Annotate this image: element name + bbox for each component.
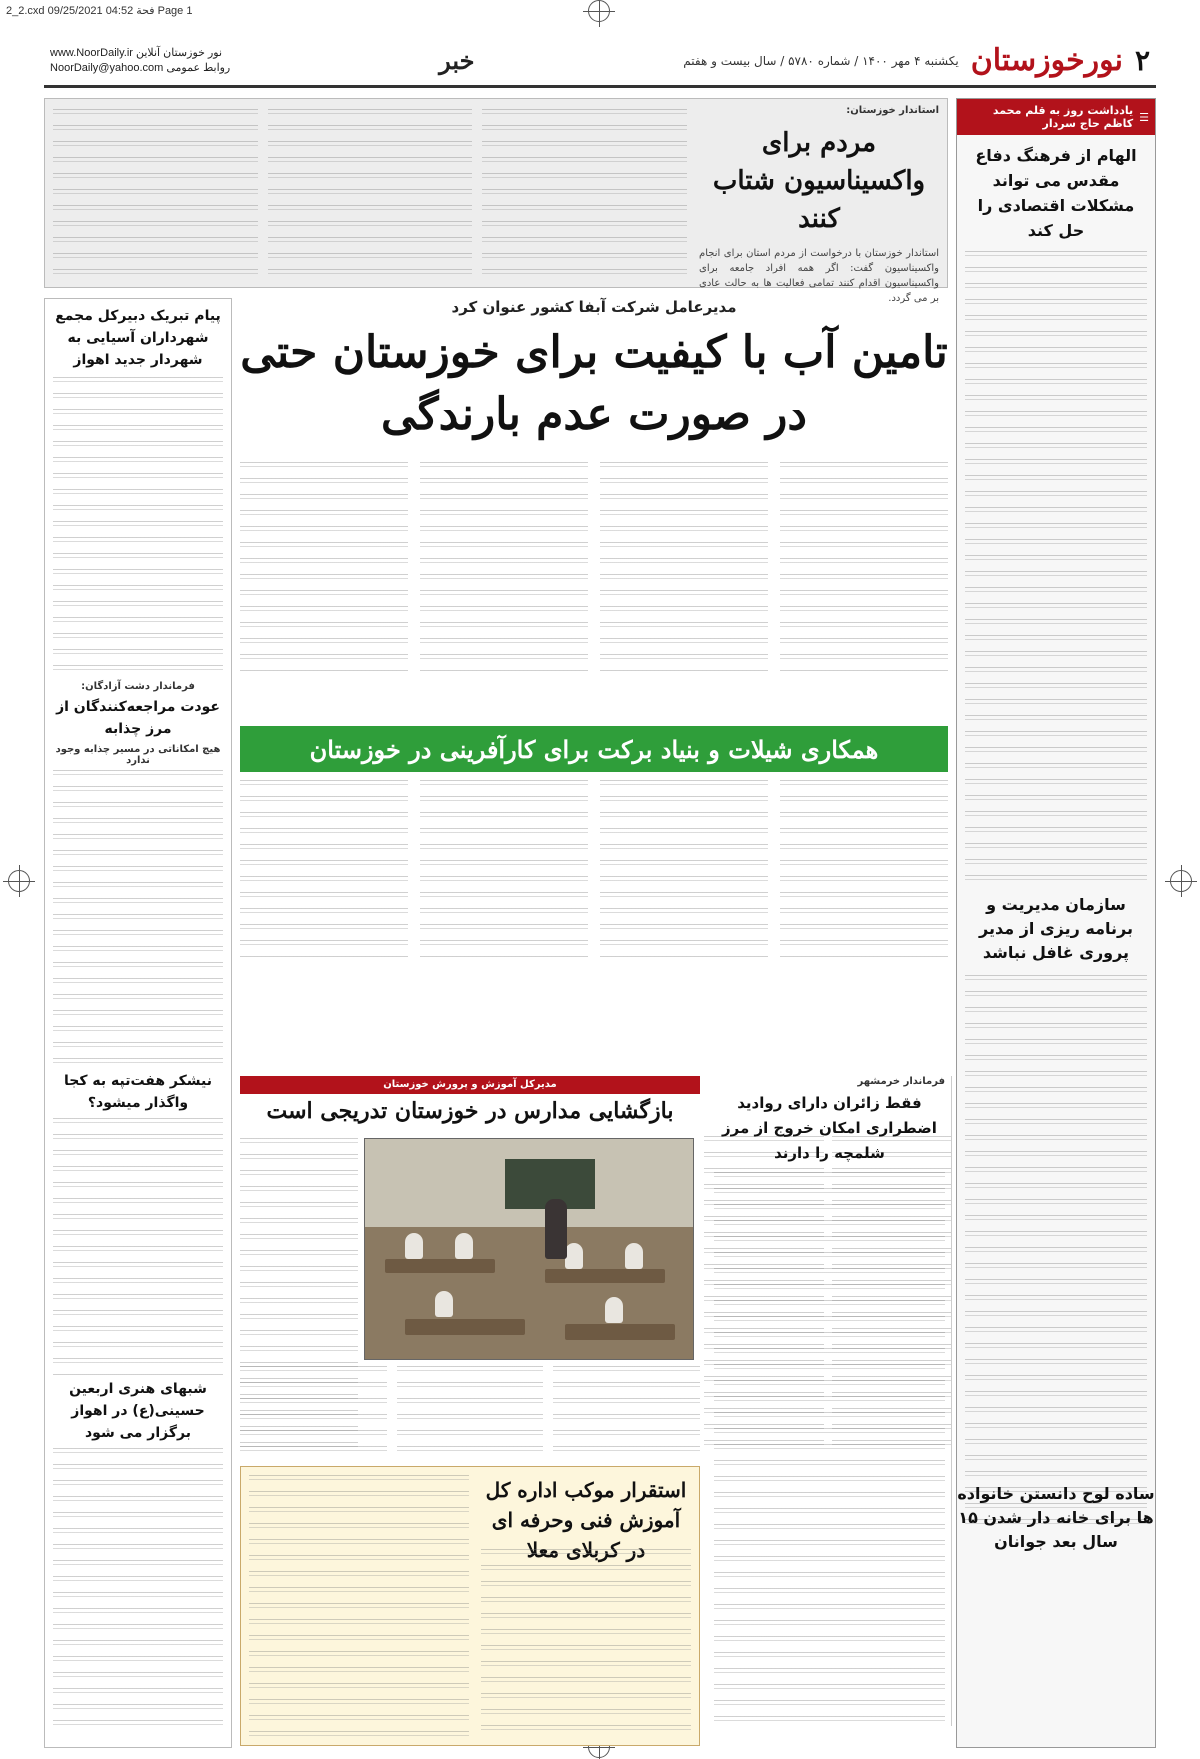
site-url[interactable]: www.NoorDaily.ir: [50, 46, 133, 59]
masthead-contact: [50, 46, 230, 76]
vaccination-columns: [53, 109, 687, 277]
list-icon: ☰: [1139, 110, 1149, 124]
student-figure: [565, 1243, 583, 1269]
classroom-desk: [405, 1319, 525, 1335]
fisheries-column-text: [240, 780, 408, 960]
vaccination-column-text: [482, 109, 687, 277]
shalamcheh-body: [714, 1172, 945, 1732]
vaccination-byline: استاندار خوزستان:: [846, 105, 939, 116]
mawkeb-story-box: [240, 1466, 700, 1746]
daily-note-label: یادداشت روز به قلم محمد کاظم حاج سردار: [992, 104, 1134, 130]
fisheries-column-text: [600, 780, 768, 960]
mawkeb-title: استقرار موکب اداره کل آموزش فنی وحرفه ای در کربلای معلا: [485, 1478, 687, 1562]
water-headline-line-2: در صورت عدم بارندگی: [380, 389, 807, 440]
chazabeh-subtitle: هیچ امکاناتی در مسیر چذابه وجود ندارد: [55, 744, 221, 766]
shalamcheh-story: [708, 1076, 952, 1726]
fisheries-column-text: [420, 780, 588, 960]
crop-mark-top: [588, 0, 610, 22]
student-figure: [405, 1233, 423, 1259]
mawkeb-body-2: [249, 1475, 469, 1739]
schools-column-text: [397, 1366, 544, 1456]
issue-info: یکشنبه ۴ مهر ۱۴۰۰ / شماره ۵۷۸۰ / سال بیست و هفتم: [683, 53, 959, 68]
vaccination-column-text: [268, 109, 473, 277]
water-column-text: [420, 462, 588, 672]
classroom-desk: [545, 1269, 665, 1283]
newspaper-page: [44, 36, 1156, 1752]
water-column-text: [240, 462, 408, 672]
editorial-subhead: سازمان مدیریت و برنامه ریزی از مدیر پروری غافل نباشد: [979, 895, 1133, 962]
daily-note-bar: [957, 99, 1155, 135]
water-headline-line-1: تامین آب با کیفیت برای خوزستان حتی: [240, 327, 948, 378]
vaccination-title: مردم برای واکسیناسیون شتاب کنند: [712, 128, 926, 234]
schools-column-text: [553, 1366, 700, 1456]
water-column-text: [600, 462, 768, 672]
student-figure: [625, 1243, 643, 1269]
vaccination-story-box: [44, 98, 948, 304]
water-kicker: مدیرعامل شرکت آبفا کشور عنوان کرد: [451, 298, 737, 316]
dasht-azadegan-byline: فرماندار دشت آزادگان:: [81, 681, 195, 692]
shalamcheh-byline: فرماندار خرمشهر: [857, 1076, 945, 1087]
editorial-title: الهام از فرهنگ دفاع مقدس می تواند مشکلات اقتصادی را حل کند: [975, 146, 1137, 240]
teacher-figure: [545, 1199, 567, 1259]
schools-column-text: [240, 1366, 387, 1456]
crop-mark-right: [1170, 870, 1192, 892]
vaccination-header: [699, 105, 939, 306]
page-number: ۲: [1134, 44, 1150, 77]
masthead-brand: [683, 43, 1150, 78]
print-slug: 2_2.cxd 09/25/2021 04:52 فحة Page 1: [6, 5, 193, 17]
student-figure: [605, 1297, 623, 1323]
site-label: نور خوزستان آنلاین: [136, 46, 223, 59]
haft-tappeh-title: نیشکر هفت‌تپه به کجا واگذار میشود؟: [64, 1073, 212, 1111]
paper-logo: نورخوزستان: [970, 43, 1123, 78]
mayors-congrats-title: پیام تبریک دبیرکل مجمع شهرداران آسیایی به شهردار جدید اهواز: [55, 308, 221, 368]
section-title: خبر: [439, 46, 475, 75]
email-address[interactable]: NoorDaily@yahoo.com: [50, 61, 164, 74]
schools-title: بازگشایی مدارس در خوزستان تدریجی است: [266, 1098, 674, 1124]
editorial-body: [957, 247, 1155, 887]
mawkeb-body: [481, 1549, 691, 1739]
crop-mark-left: [8, 870, 30, 892]
vaccination-column-text: [53, 109, 258, 277]
classroom-desk: [385, 1259, 495, 1273]
email-label: روابط عمومی: [166, 61, 231, 74]
water-column-text: [780, 462, 948, 672]
haft-tappeh-body: [53, 1118, 223, 1378]
vaccination-intro: استاندار خوزستان با درخواست از مردم استان برای انجام واکسیناسیون گفت: اگر همه افراد جامعه برای واکسیناسیون اقدام کنند تمامی فعالیت ها به حالت عادی بر می گردد.: [699, 248, 939, 304]
arbaeen-nights-body: [53, 1448, 223, 1728]
student-figure: [455, 1233, 473, 1259]
mayors-congrats-body: [53, 377, 223, 677]
masthead: [44, 36, 1156, 88]
fisheries-column-text: [780, 780, 948, 960]
left-news-column: [44, 298, 232, 1748]
water-columns: [240, 462, 948, 672]
shalamcheh-title: فقط زائران دارای روادید اضطراری امکان خروج از مرز شلمچه را دارند: [722, 1094, 937, 1162]
fisheries-columns: [240, 780, 948, 960]
chazabeh-body: [53, 770, 223, 1070]
student-figure: [435, 1291, 453, 1317]
chazabeh-title: عودت مراجعه‌کنندگان از مرز چذابه: [56, 699, 220, 737]
classroom-desk: [565, 1324, 675, 1340]
housing-youth-title: ساده لوح دانستن خانواده ها برای خانه دار شدن ۱۵ سال بعد جوانان: [957, 1484, 1155, 1551]
water-supply-story: [240, 298, 948, 718]
schools-bottom-columns: [240, 1366, 700, 1456]
schools-tag: مدیرکل آموزش و پرورش خوزستان: [240, 1076, 700, 1094]
fisheries-headline-bar: همکاری شیلات و بنیاد برکت برای کارآفرینی در خوزستان: [240, 726, 948, 772]
editorial-body-2: [957, 971, 1155, 1531]
arbaeen-nights-title: شبهای هنری اربعین حسینی(ع) در اهواز برگزار می شود: [69, 1381, 207, 1441]
classroom-photo: [364, 1138, 694, 1360]
